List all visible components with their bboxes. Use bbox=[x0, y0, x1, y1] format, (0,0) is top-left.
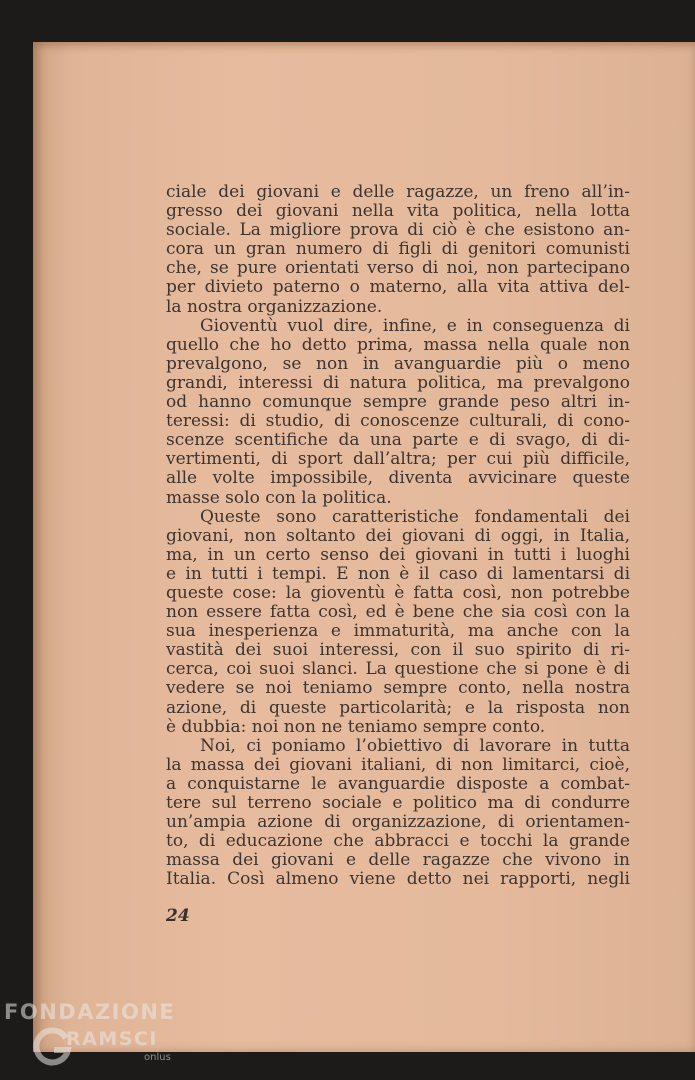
text-line: teressi: di studio, di conoscenze culturali, di cono- bbox=[166, 411, 630, 432]
text-line: alle volte impossibile, diventa avvicinare queste bbox=[166, 468, 630, 489]
watermark-subtitle: RAMSCI bbox=[66, 1028, 158, 1050]
text-line: la massa dei giovani italiani, di non limitarci, cioè, bbox=[166, 754, 630, 775]
text-line: masse solo con la politica. bbox=[166, 487, 392, 508]
text-line: la nostra organizzazione. bbox=[166, 296, 383, 317]
text-line: massa dei giovani e delle ragazze che vivono in bbox=[166, 850, 630, 871]
text-line: Gioventù vuol dire, infine, e in conseguenza di bbox=[200, 315, 630, 336]
watermark-title: FONDAZIONE bbox=[4, 1000, 176, 1024]
text-line: e in tutti i tempi. E non è il caso di lamentarsi di bbox=[166, 563, 630, 584]
text-line: un’ampia azione di organizzazione, di orientamen- bbox=[166, 812, 630, 833]
text-line: vertimenti, di sport dall’altra; per cui più difficile, bbox=[166, 449, 630, 470]
text-line: queste cose: la gioventù è fatta così, non potrebbe bbox=[166, 582, 630, 603]
text-line: Italia. Così almeno viene detto nei rapporti, negli bbox=[166, 869, 630, 890]
text-line: tere sul terreno sociale e politico ma di condurre bbox=[166, 793, 630, 813]
text-line: ma, in un certo senso dei giovani in tutti i luoghi bbox=[166, 544, 630, 565]
text-line: per divieto paterno o materno, alla vita attiva del- bbox=[166, 277, 630, 298]
text-line: vedere se noi teniamo sempre conto, nella nostra bbox=[166, 678, 630, 699]
text-line: sua inesperienza e immaturità, ma anche con la bbox=[166, 621, 630, 642]
text-line: od hanno comunque sempre grande peso altri in- bbox=[166, 392, 630, 413]
text-line: vastità dei suoi interessi, con il suo spirito di ri- bbox=[166, 640, 630, 661]
text-line: giovani, non soltanto dei giovani di oggi, in Italia, bbox=[166, 525, 630, 546]
text-line: gresso dei giovani nella vita politica, nella lotta bbox=[166, 201, 630, 222]
text-line: ciale dei giovani e delle ragazze, un freno all’in- bbox=[166, 182, 630, 202]
text-line: azione, di queste particolarità; e la risposta non bbox=[166, 697, 630, 718]
watermark-onlus: onlus bbox=[144, 1052, 171, 1063]
text-line: è dubbia: noi non ne teniamo sempre conto. bbox=[166, 716, 546, 737]
body-text bbox=[166, 183, 630, 889]
text-line: prevalgono, se non in avanguardie più o meno bbox=[166, 353, 630, 374]
text-line: Queste sono caratteristiche fondamentali dei bbox=[200, 506, 630, 527]
text-line: a conquistarne le avanguardie disposte a combat- bbox=[166, 773, 630, 794]
text-line: cora un gran numero di figli di genitori comunisti bbox=[166, 239, 630, 260]
text-line: Noi, ci poniamo l’obiettivo di lavorare in tutta bbox=[200, 735, 630, 756]
text-line: cerca, coi suoi slanci. La questione che si pone è di bbox=[166, 659, 630, 680]
text-line: sociale. La migliore prova di ciò è che esistono an- bbox=[166, 220, 630, 241]
page-number: 24 bbox=[166, 906, 190, 926]
text-line: che, se pure orientati verso di noi, non partecipano bbox=[166, 258, 630, 279]
text-line: to, di educazione che abbracci e tocchi la grande bbox=[166, 831, 630, 852]
text-line: non essere fatta così, ed è bene che sia così con la bbox=[166, 602, 630, 623]
text-line: quello che ho detto prima, massa nella quale non bbox=[166, 334, 630, 355]
text-line: scenze scentifiche da una parte e di svago, di di- bbox=[166, 430, 630, 451]
text-line: grandi, interessi di natura politica, ma prevalgono bbox=[166, 372, 630, 393]
